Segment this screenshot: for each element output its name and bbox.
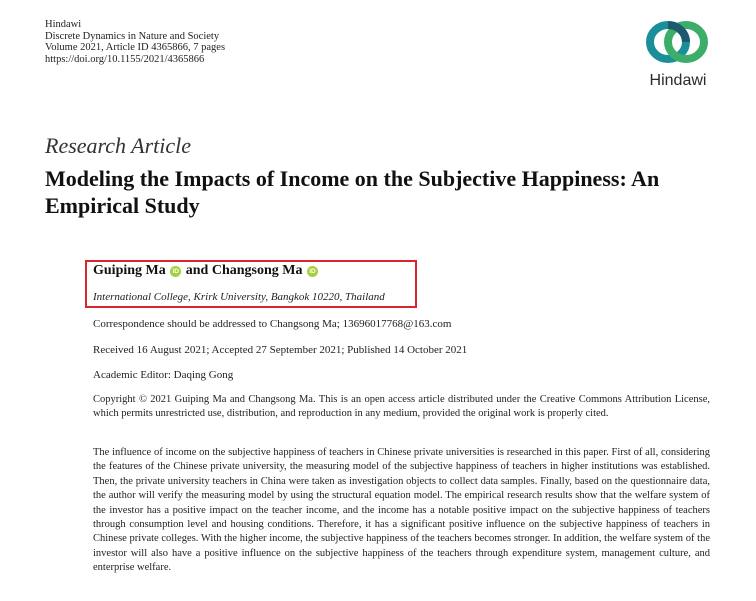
author-1[interactable]: Guiping Ma <box>93 263 166 278</box>
author-list <box>93 263 319 279</box>
journal-name: Discrete Dynamics in Nature and Society <box>45 30 220 42</box>
affiliation: International College, Krirk University, Bangkok 10220, Thailand <box>93 291 385 303</box>
orcid-icon[interactable]: iD <box>307 266 318 277</box>
orcid-icon[interactable]: iD <box>170 266 181 277</box>
article-title: Modeling the Impacts of Income on the Subjective Happiness: An Empirical Study <box>45 166 660 218</box>
publication-dates: Received 16 August 2021; Accepted 27 September 2021; Published 14 October 2021 <box>93 344 468 356</box>
doi-link[interactable]: https://doi.org/10.1155/2021/4365866 <box>45 53 205 65</box>
volume-info: Volume 2021, Article ID 4365866, 7 pages <box>45 42 226 53</box>
publisher-name: Hindawi <box>45 19 82 30</box>
author-2[interactable]: Changsong Ma <box>211 263 303 278</box>
article-type: Research Article <box>45 133 192 158</box>
correspondence: Correspondence should be addressed to Changsong Ma; 13696017768@163.com <box>93 318 452 330</box>
abstract: The influence of income on the subjective happiness of teachers in Chinese private universities is researched in this paper. First of all, considering the features of the Chinese private university, the measuring model of the subjective happiness of teachers in higher institutions was established. Then, the private university teachers in China were taken as investigation objects to collect data samples. Finally, based on the questionnaire data, the author will verify the measuring model by using the structural equation model. The empirical research results show that the welfare system of the investor has a positive impact on the teacher income, and the income has a notable positive impact on the subjective happiness of teachers through consumption level and housing conditions. Therefore, it has a significant positive influence on the subjective happiness of teachers in Chinese private colleges. With the higher income, the subjective happiness of the teachers becomes stronger. In addition, the welfare system of the investor will also have a positive influence on the subjective happiness of the teachers through expenditure system, management culture, and enterprise welfare. <box>93 447 710 574</box>
author-conjunction: and <box>185 263 209 278</box>
copyright-notice: Copyright © 2021 Guiping Ma and Changsong Ma. This is an open access article distributed under the Creative Commons Attribution License, which permits unrestricted use, distribution, and reproduction in any medium, provided the original work is properly cited. <box>93 394 710 420</box>
academic-editor: Academic Editor: Daqing Gong <box>93 369 234 381</box>
hindawi-logo-icon <box>640 18 714 72</box>
hindawi-logo <box>640 18 714 92</box>
journal-metadata <box>45 19 225 65</box>
logo-wordmark: Hindawi <box>649 72 707 89</box>
